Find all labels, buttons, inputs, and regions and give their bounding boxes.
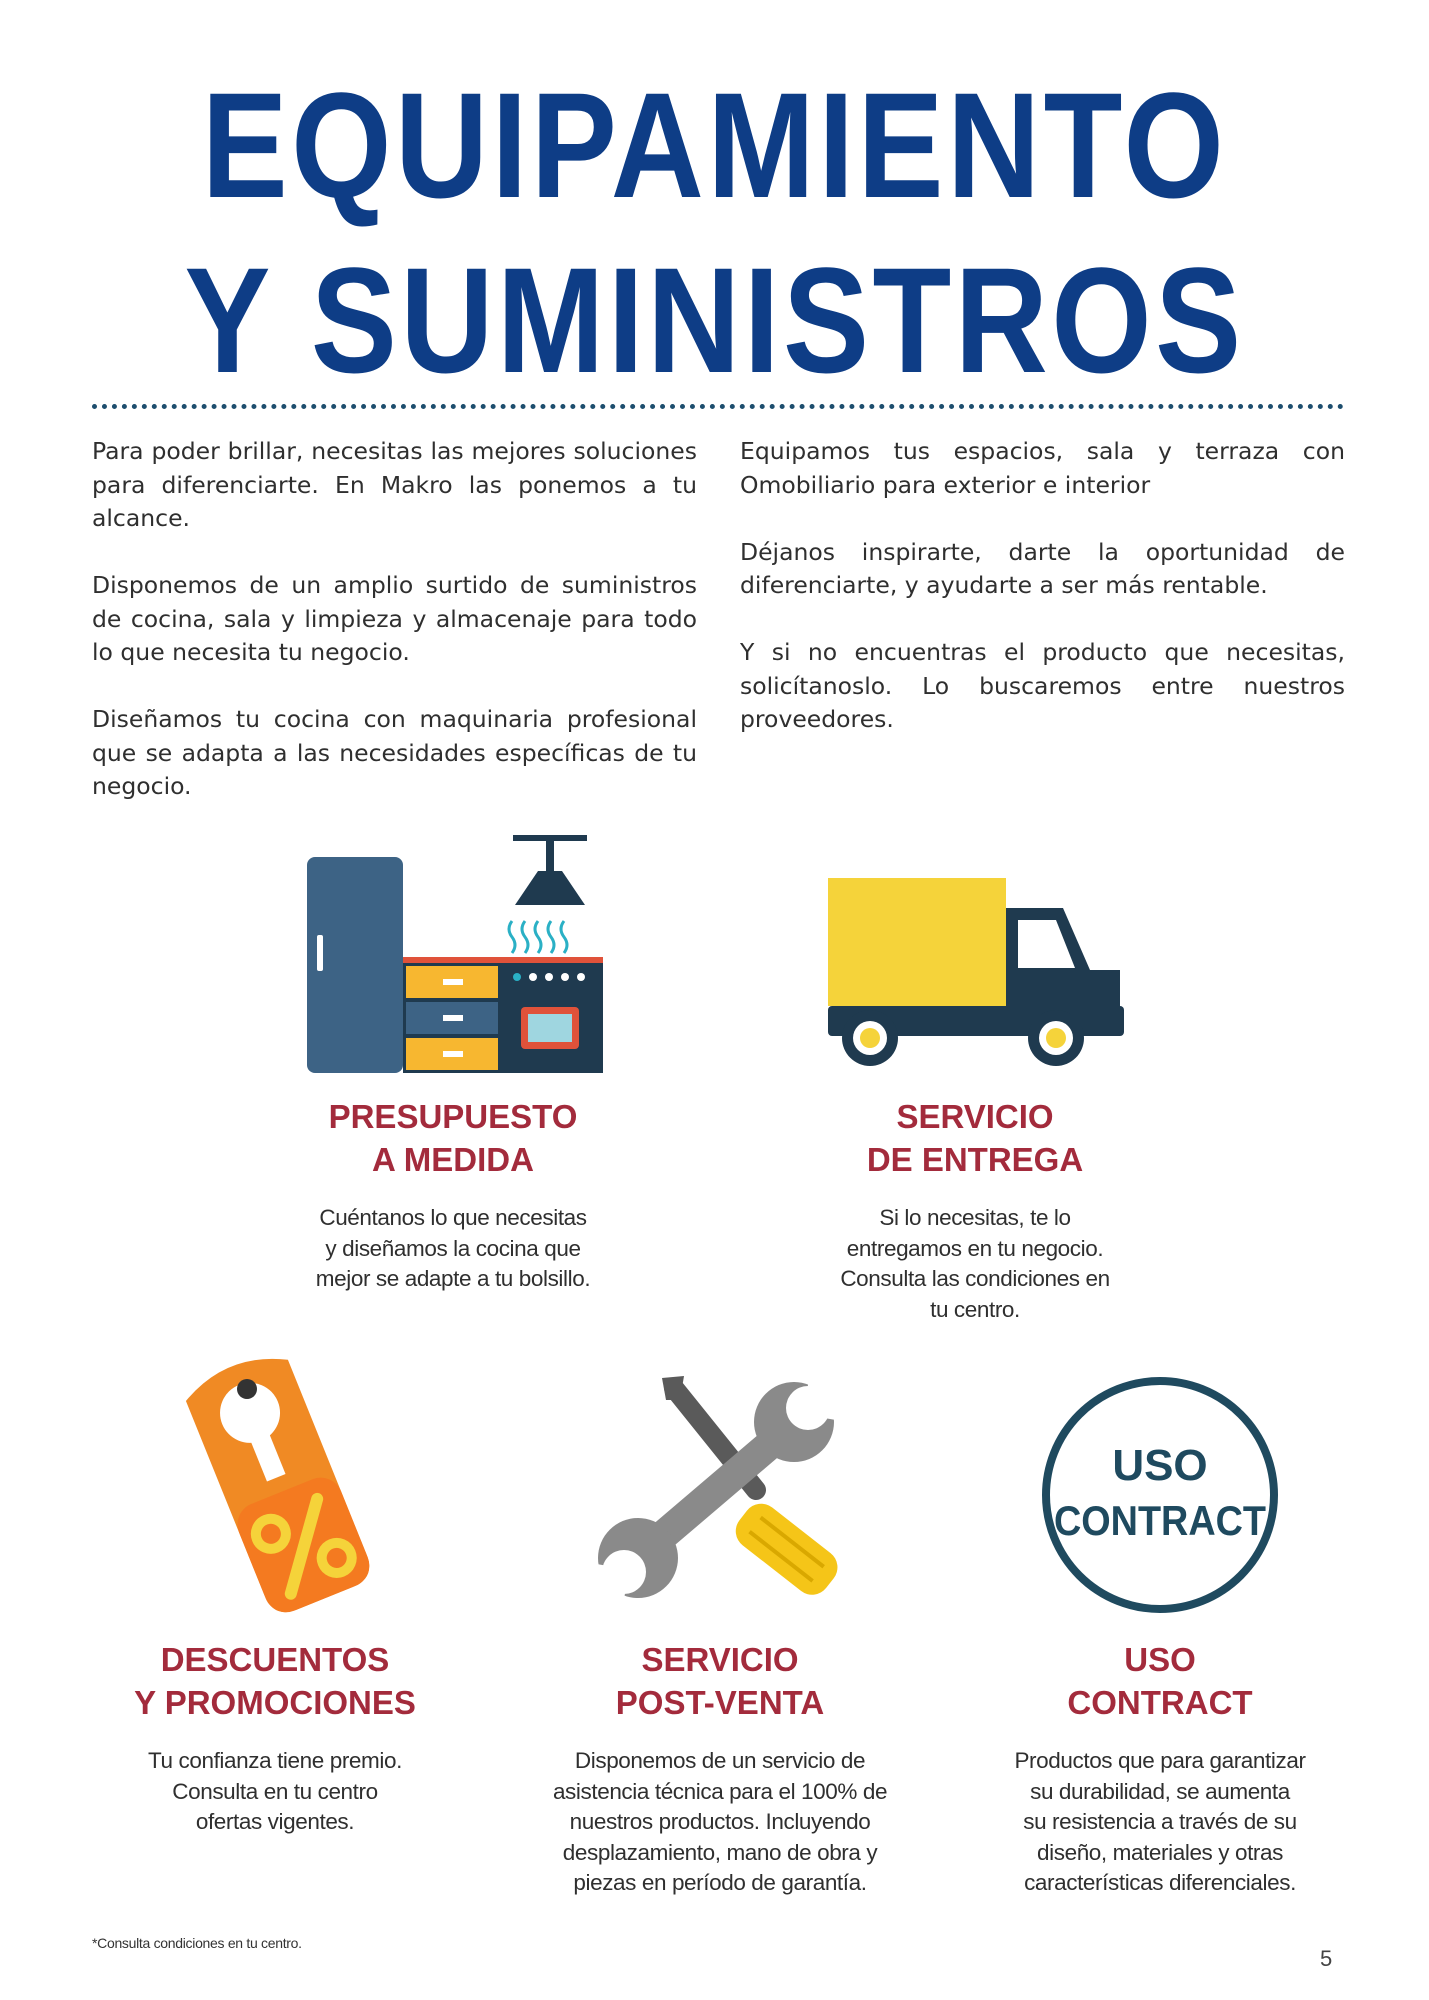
tools-icon [596, 1370, 846, 1610]
intro-right-column [740, 435, 1345, 770]
intro-paragraph: Disponemos de un amplio surtido de suministros de cocina, sala y limpieza y almacenaje para todo lo que necesita tu negocio. [92, 571, 697, 666]
feature-title: SERVICIO POST-VENTA [615, 1641, 825, 1721]
intro-paragraph: Equipamos tus espacios, sala y terraza con Omobiliario para exterior e interior [740, 437, 1345, 499]
feature-uso-contract [960, 1638, 1360, 1899]
feature-title: USO CONTRACT [1067, 1641, 1253, 1721]
feature-post-venta [520, 1638, 920, 1899]
feature-presupuesto [253, 1095, 653, 1295]
page-title-line2: Y SUMINISTROS [184, 236, 1245, 404]
badge-line2: CONTRACT [1054, 1497, 1267, 1544]
intro-paragraph: Para poder brillar, necesitas las mejores soluciones para diferenciarte. En Makro las ponemos a tu alcance. [92, 437, 697, 532]
footnote: *Consulta condiciones en tu centro. [92, 1935, 302, 1951]
kitchen-icon [305, 835, 605, 1075]
delivery-truck-icon [828, 878, 1128, 1070]
feature-description: Productos que para garantizar su durabilidad, se aumenta su resistencia a través de su diseño, materiales y otras características diferenciales. [1014, 1748, 1306, 1895]
feature-title: PRESUPUESTO A MEDIDA [328, 1098, 578, 1178]
intro-paragraph: Déjanos inspirarte, darte la oportunidad de diferenciarte, y ayudarte a ser más rentable. [740, 537, 1345, 599]
badge-line1: USO [1112, 1441, 1208, 1490]
uso-contract-badge-icon [1040, 1375, 1280, 1615]
feature-title: SERVICIO DE ENTREGA [866, 1098, 1084, 1178]
intro-paragraph: Diseñamos tu cocina con maquinaria profesional que se adapta a las necesidades específicas de tu negocio. [92, 705, 697, 800]
feature-descuentos [90, 1638, 460, 1838]
feature-entrega [775, 1095, 1175, 1325]
feature-description: Cuéntanos lo que necesitas y diseñamos la cocina que mejor se adapte a tu bolsillo. [315, 1205, 591, 1291]
page-number: 5 [1320, 1946, 1333, 1971]
dotted-divider [92, 404, 1344, 409]
feature-description: Tu confianza tiene premio. Consulta en tu centro ofertas vigentes. [148, 1748, 402, 1834]
page-title-line1: EQUIPAMIENTO [201, 61, 1228, 229]
feature-description: Disponemos de un servicio de asistencia técnica para el 100% de nuestros productos. Incluyendo desplazamiento, mano de obra y piezas en período de garantía. [552, 1748, 888, 1895]
intro-left-column [92, 435, 697, 837]
feature-description: Si lo necesitas, te lo entregamos en tu negocio. Consulta las condiciones en tu centro. [840, 1205, 1110, 1322]
intro-paragraph: Y si no encuentras el producto que necesitas, solicítanoslo. Lo buscaremos entre nuestros proveedores. [740, 638, 1345, 733]
discount-tag-icon [170, 1352, 390, 1622]
feature-title: DESCUENTOS Y PROMOCIONES [134, 1641, 416, 1721]
